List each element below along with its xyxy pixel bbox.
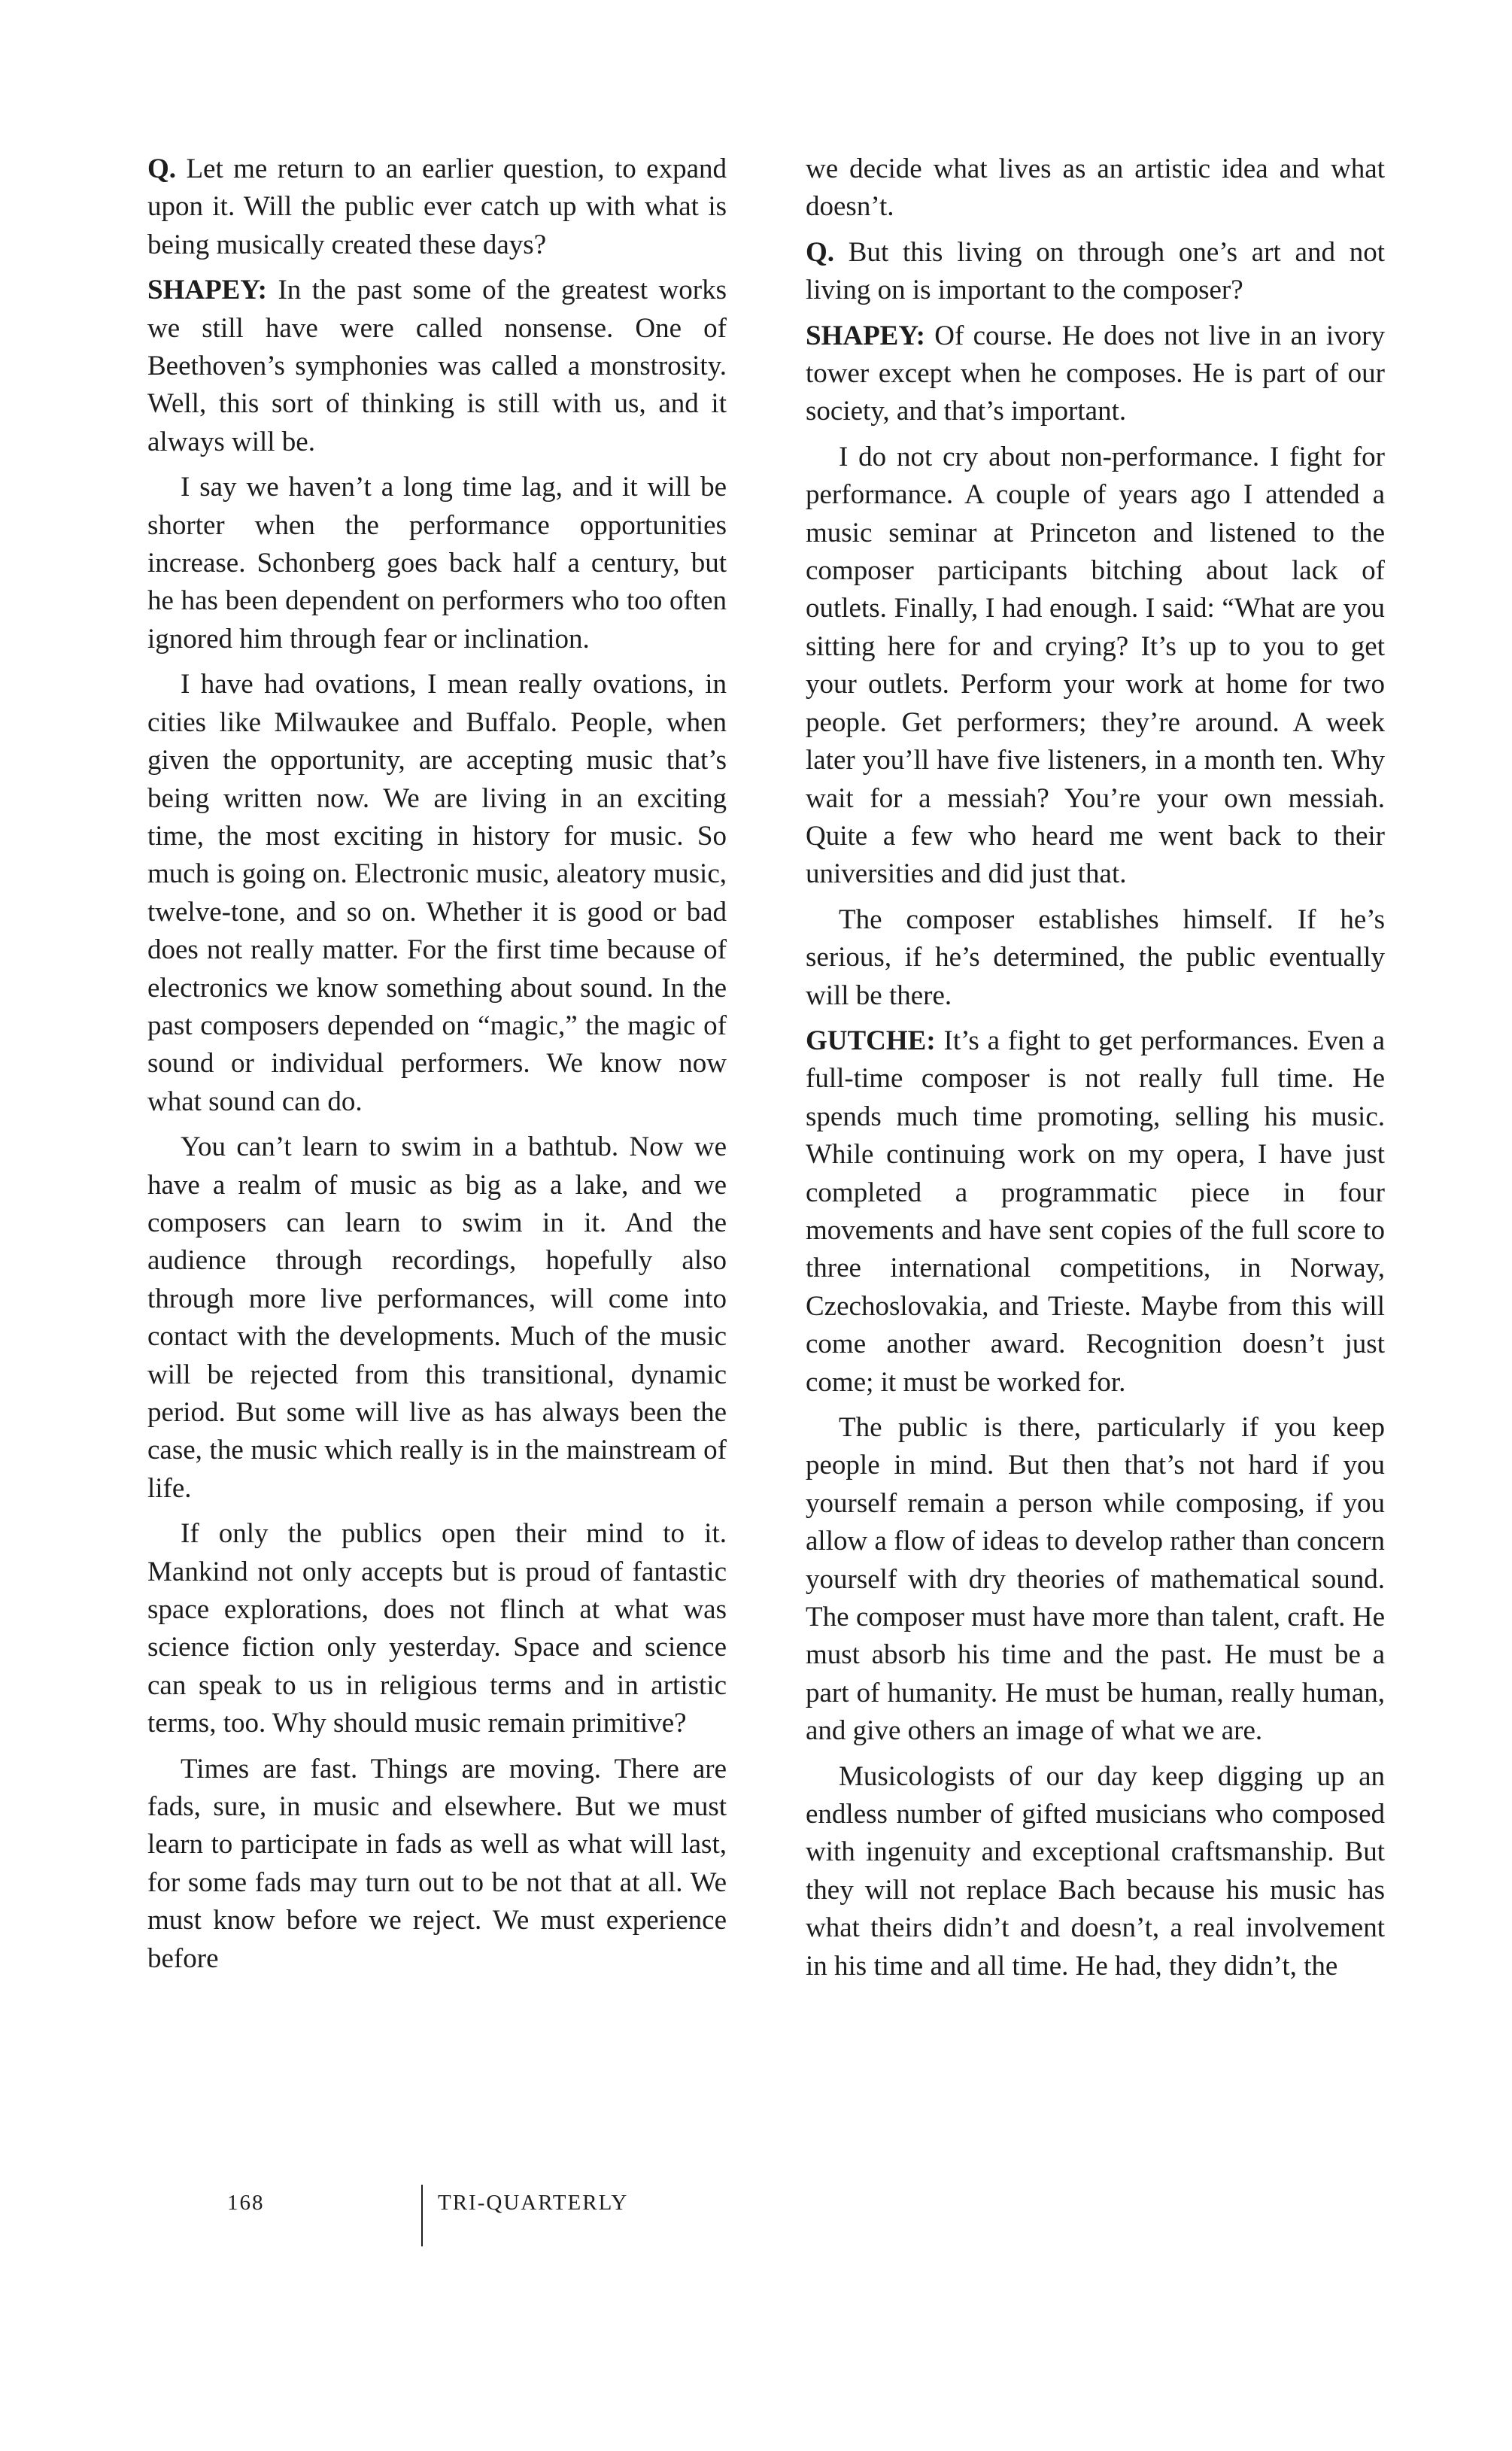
paragraph: we decide what lives as an artistic idea and what doesn’t. [806,153,1385,223]
paragraph [806,1022,1385,1402]
speaker-label: Q. [806,236,835,268]
paragraph: I do not cry about non-performance. I fight for performance. A couple of years ago I attended a music seminar at Princeton and listened to the composer participants bitching about lack of outlets. Finally, I had enough. I said: “What are you sitting here for and crying? It’s up to you to get your outlets. Perform your work at home for two people. Get performers; they’re around. A week later you’ll have five listeners, in a month ten. Why wait for a messiah? You’re your own messiah. Quite a few who heard me went back to their universities and did just that. [806,441,1385,890]
speaker-label: Q. [147,153,177,184]
paragraph: You can’t learn to swim in a bathtub. Now we have a realm of music as big as a lake, and we composers can learn to swim in it. And the audience through recordings, hopefully also through more live performances, will come into contact with the developments. Much of the music will be rejected from this transitional, dynamic period. But some will live as has always been the case, the music which really is in the mainstream of life. [147,1131,727,1504]
paragraph-text: In the past some of the greatest works we still have were called nonsense. One of Beethoven’s symphonies was called a monstrosity. Well, this sort of thinking is still with us, and it always will be. [147,275,727,457]
paragraph: Times are fast. Things are moving. There are fads, sure, in music and elsewhere. But we must learn to participate in fads as well as what will last, for some fads may turn out to be not that at all. We must know before we reject. We must experience before [147,1753,727,1974]
speaker-label: GUTCHE: [806,1025,936,1056]
right-column [806,150,1385,1993]
paragraph [147,150,727,264]
paragraph [147,272,727,461]
footer-divider [421,2185,423,2246]
paragraph-text: Let me return to an earlier question, to expand upon it. Will the public ever catch up with what is being musically created these days? [147,153,727,260]
paragraph: Musicologists of our day keep digging up an endless number of gifted musicians who composed with ingenuity and exceptional craftsmanship. But they will not replace Bach because his music has what theirs didn’t and doesn’t, a real involvement in his time and all time. He had, they didn’t, the [806,1760,1385,1982]
paragraph: The public is there, particularly if you keep people in mind. But then that’s not hard if you yourself remain a person while composing, if you allow a flow of ideas to develop rather than concern yourself with dry theories of mathematical sound. The composer must have more than talent, craft. He must absorb his time and the past. He must be a part of humanity. He must be human, really human, and give others an image of what we are. [806,1412,1385,1747]
journal-title: TRI-QUARTERLY [438,2191,629,2215]
left-column [147,150,727,1985]
paragraph: If only the publics open their mind to it. Mankind not only accepts but is proud of fantastic space explorations, does not flinch at what was science fiction only yesterday. Space and science can speak to us in religious terms and in artistic terms, too. Why should music remain primitive? [147,1518,727,1739]
paragraph: I say we haven’t a long time lag, and it will be shorter when the performance opportunities increase. Schonberg goes back half a century, but he has been dependent on performers who too often ignored him through fear or inclination. [147,472,727,655]
paragraph-text: Of course. He does not live in an ivory tower except when he composes. He is part of our society, and that’s important. [806,320,1385,427]
paragraph-text: It’s a fight to get performances. Even a full-time composer is not really full time. He spends much time promoting, selling his music. While continuing work on my opera, I have just completed a programmatic piece in four movements and have sent copies of the full score to three international competitions, in Norway, Czechoslovakia, and Trieste. Maybe from this will come another award. Recognition doesn’t just come; it must be worked for. [806,1025,1385,1398]
paragraph-text: But this living on through one’s art and not living on is important to the composer? [806,236,1385,306]
paragraph [806,317,1385,431]
paragraph [806,234,1385,310]
paragraph: I have had ovations, I mean really ovations, in cities like Milwaukee and Buffalo. People, when given the opportunity, are accepting music that’s being written now. We are living in an exciting time, the most exciting in history for music. So much is going on. Electronic music, aleatory music, twelve-tone, and so on. Whether it is good or bad does not really matter. For the first time because of electronics we know something about sound. In the past composers depended on “magic,” the magic of sound or individual performers. We know now what sound can do. [147,669,727,1117]
paragraph: The composer establishes himself. If he’s serious, if he’s determined, the public eventually will be there. [806,904,1385,1011]
page-number: 168 [227,2191,265,2215]
speaker-label: SHAPEY: [806,320,926,351]
speaker-label: SHAPEY: [147,275,268,306]
